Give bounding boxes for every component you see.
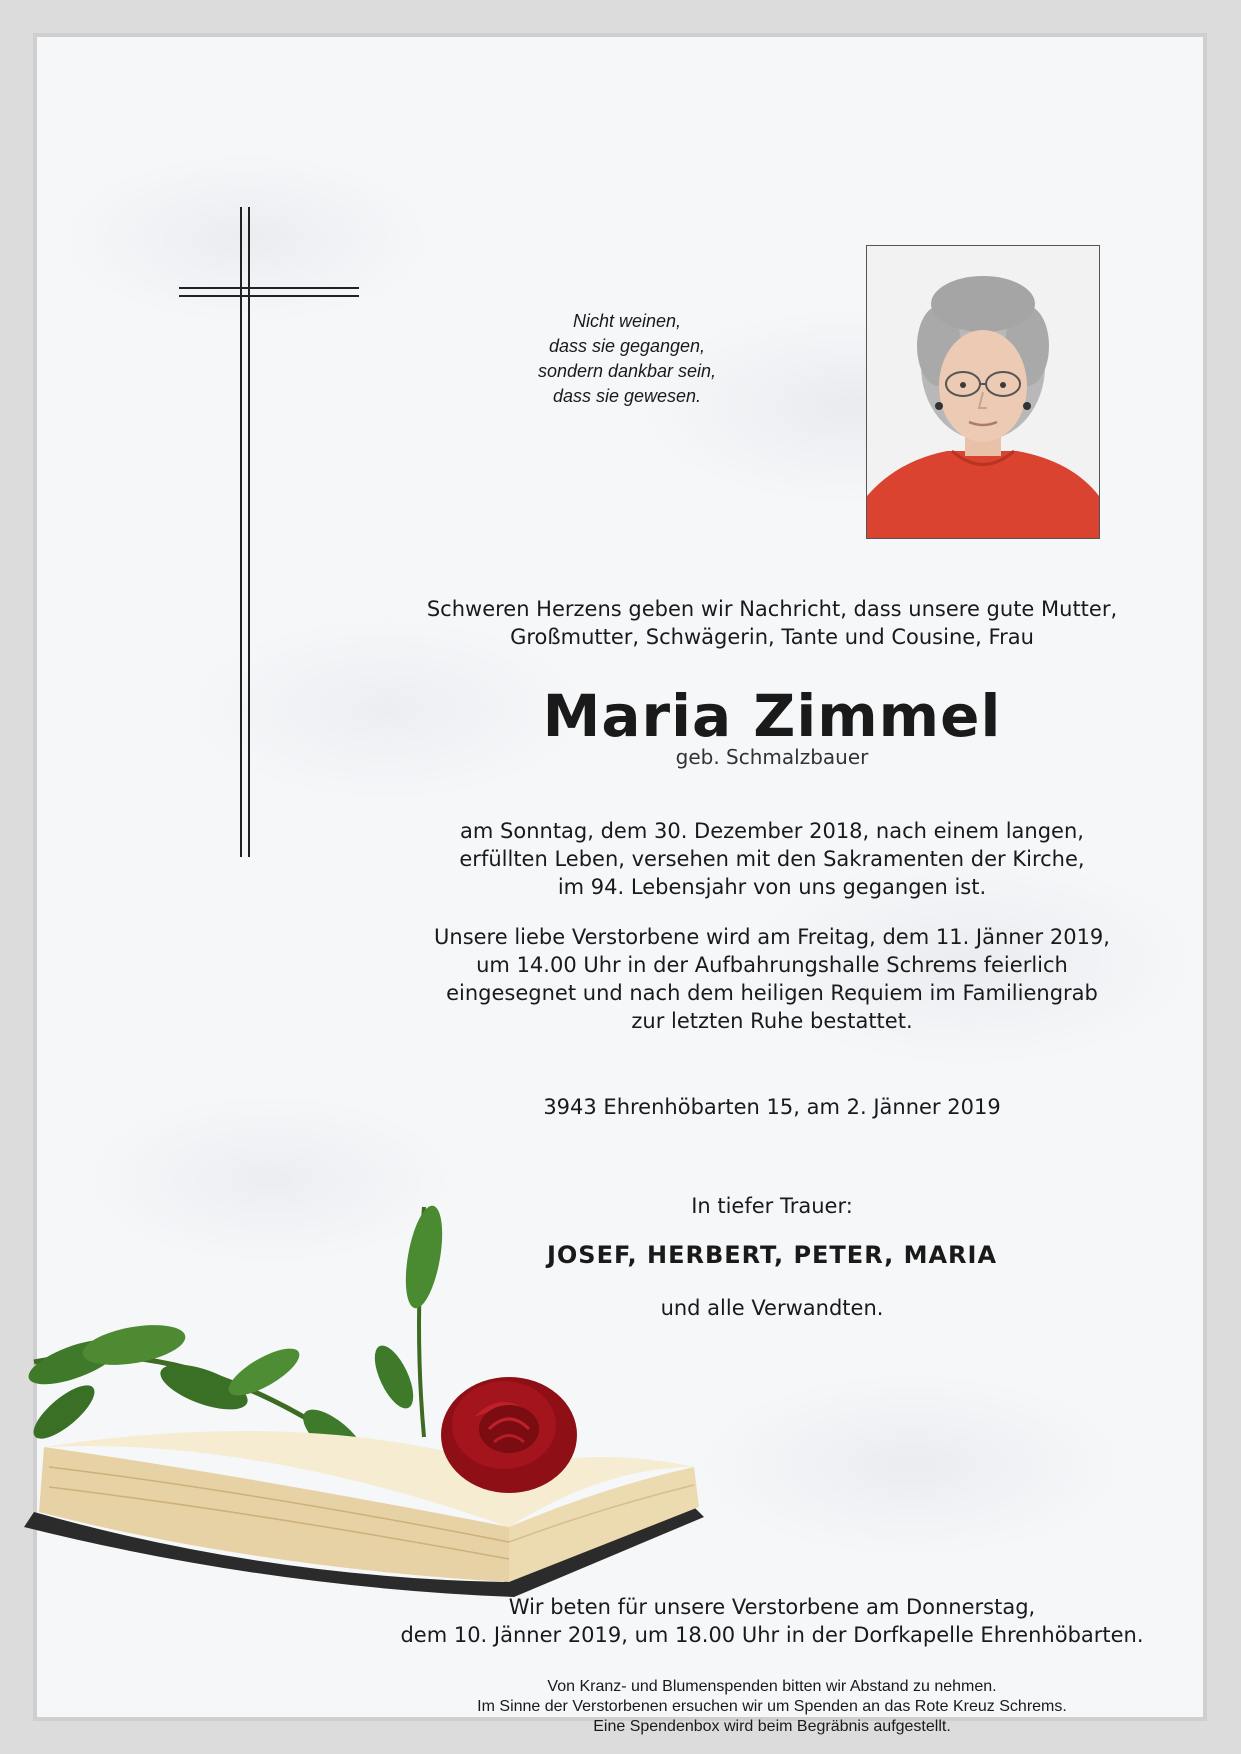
- maiden-name: geb. Schmalzbauer: [675, 745, 869, 769]
- funeral-line: Unsere liebe Verstorbene wird am Freitag, dem 11. Jänner 2019,: [434, 925, 1110, 949]
- death-notice-line: am Sonntag, dem 30. Dezember 2018, nach einem langen,: [460, 819, 1084, 843]
- deceased-name: Maria Zimmel: [542, 682, 1002, 750]
- verse-line: Nicht weinen,: [572, 311, 682, 331]
- donation-line: Im Sinne der Verstorbenen ersuchen wir um Spenden an das Rote Kreuz Schrems.: [477, 1698, 1067, 1715]
- funeral-line: zur letzten Ruhe bestattet.: [631, 1009, 913, 1033]
- verse-line: dass sie gewesen.: [552, 386, 702, 406]
- funeral-details: [407, 923, 1137, 1035]
- donation-note: [367, 1677, 1177, 1737]
- donation-line: Eine Spendenbox wird beim Begräbnis aufgestellt.: [593, 1718, 951, 1735]
- memorial-verse: [457, 309, 797, 409]
- book-with-rose-illustration: [4, 1167, 744, 1627]
- verse-line: sondern dankbar sein,: [537, 361, 717, 381]
- portrait-illustration: [867, 246, 1099, 538]
- book-icon: [24, 1431, 704, 1597]
- funeral-line: um 14.00 Uhr in der Aufbahrungshalle Schrems feierlich: [476, 953, 1068, 977]
- prayer-line: Wir beten für unsere Verstorbene am Donnerstag,: [508, 1595, 1036, 1619]
- death-notice-line: im 94. Lebensjahr von uns gegangen ist.: [557, 875, 987, 899]
- prayer-announcement: [367, 1593, 1177, 1649]
- funeral-line: eingesegnet und nach dem heiligen Requiem im Familiengrab: [446, 981, 1098, 1005]
- death-notice: [407, 817, 1137, 901]
- grief-label: In tiefer Trauer:: [691, 1194, 853, 1218]
- obituary-card: [33, 33, 1207, 1735]
- death-notice-line: erfüllten Leben, versehen mit den Sakramenten der Kirche,: [459, 847, 1085, 871]
- intro-line: Großmutter, Schwägerin, Tante und Cousine, Frau: [510, 625, 1034, 649]
- rose-icon: [441, 1377, 577, 1493]
- mourners-names: JOSEF, HERBERT, PETER, MARIA: [546, 1241, 998, 1269]
- place-and-date: 3943 Ehrenhöbarten 15, am 2. Jänner 2019: [543, 1095, 1001, 1119]
- prayer-line: dem 10. Jänner 2019, um 18.00 Uhr in der Dorfkapelle Ehrenhöbarten.: [400, 1623, 1144, 1647]
- cross-icon: [179, 207, 359, 857]
- relatives-line: und alle Verwandten.: [660, 1296, 884, 1320]
- donation-line: Von Kranz- und Blumenspenden bitten wir Abstand zu nehmen.: [547, 1678, 997, 1695]
- announcement-intro: [407, 595, 1137, 651]
- verse-line: dass sie gegangen,: [548, 336, 706, 356]
- intro-line: Schweren Herzens geben wir Nachricht, dass unsere gute Mutter,: [426, 597, 1118, 621]
- portrait-photo: [866, 245, 1100, 539]
